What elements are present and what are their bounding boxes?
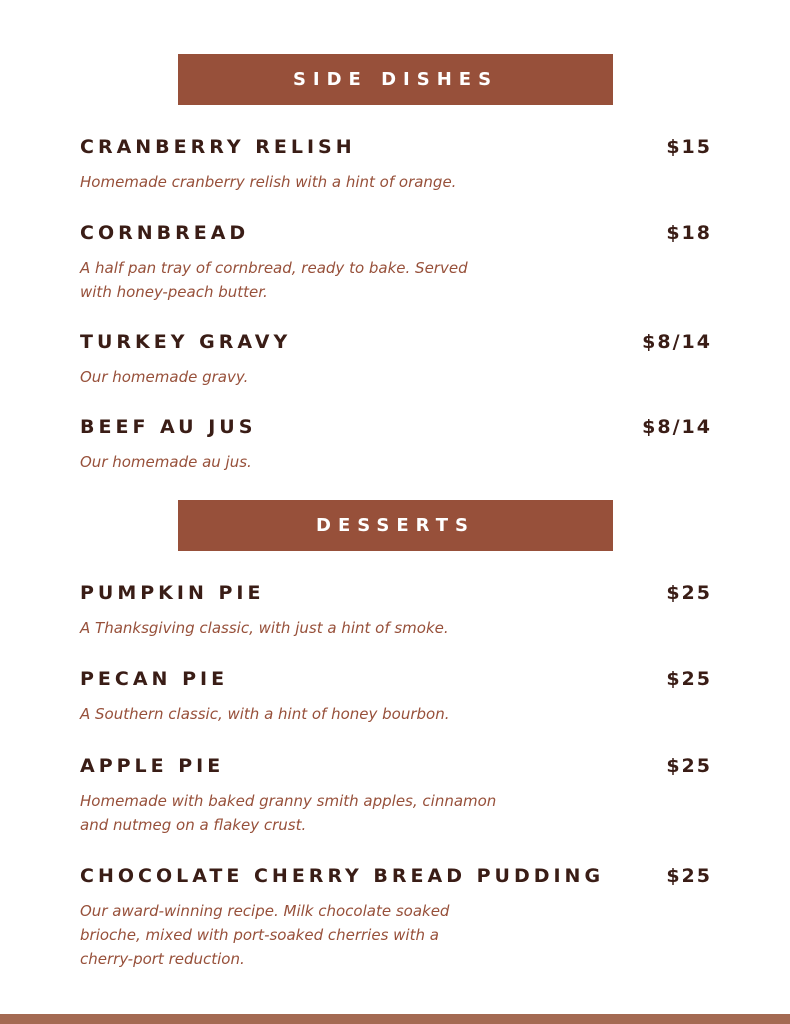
- item-name: PECAN PIE: [80, 668, 229, 690]
- item-description: Our homemade au jus.: [80, 453, 252, 471]
- item-price: $25: [666, 668, 712, 690]
- item-price: $15: [666, 136, 712, 158]
- item-name: CORNBREAD: [80, 222, 250, 244]
- item-name: CHOCOLATE CHERRY BREAD PUDDING: [80, 865, 605, 887]
- side-dishes-header: SIDE DISHES: [178, 54, 613, 105]
- item-name: PUMPKIN PIE: [80, 582, 265, 604]
- item-description: Homemade with baked granny smith apples, cinnamon and nutmeg on a flakey crust.: [80, 792, 497, 834]
- item-description: Homemade cranberry relish with a hint of orange.: [80, 173, 457, 191]
- item-description: A Thanksgiving classic, with just a hint of smoke.: [80, 619, 449, 637]
- item-name: APPLE PIE: [80, 755, 225, 777]
- item-price: $25: [666, 865, 712, 887]
- item-price: $8/14: [642, 416, 712, 438]
- item-name: BEEF AU JUS: [80, 416, 257, 438]
- item-price: $8/14: [642, 331, 712, 353]
- item-name: CRANBERRY RELISH: [80, 136, 356, 158]
- item-price: $25: [666, 582, 712, 604]
- item-name: TURKEY GRAVY: [80, 331, 292, 353]
- item-description: A Southern classic, with a hint of honey bourbon.: [80, 705, 450, 723]
- item-description: A half pan tray of cornbread, ready to bake. Served with honey-peach butter.: [80, 259, 468, 301]
- desserts-header: DESSERTS: [178, 500, 613, 551]
- item-price: $25: [666, 755, 712, 777]
- item-price: $18: [666, 222, 712, 244]
- footer-bar: [0, 1014, 790, 1024]
- item-description: Our award-winning recipe. Milk chocolate soaked brioche, mixed with port-soaked cherries with a cherry-port reduction.: [80, 902, 450, 968]
- item-description: Our homemade gravy.: [80, 368, 249, 386]
